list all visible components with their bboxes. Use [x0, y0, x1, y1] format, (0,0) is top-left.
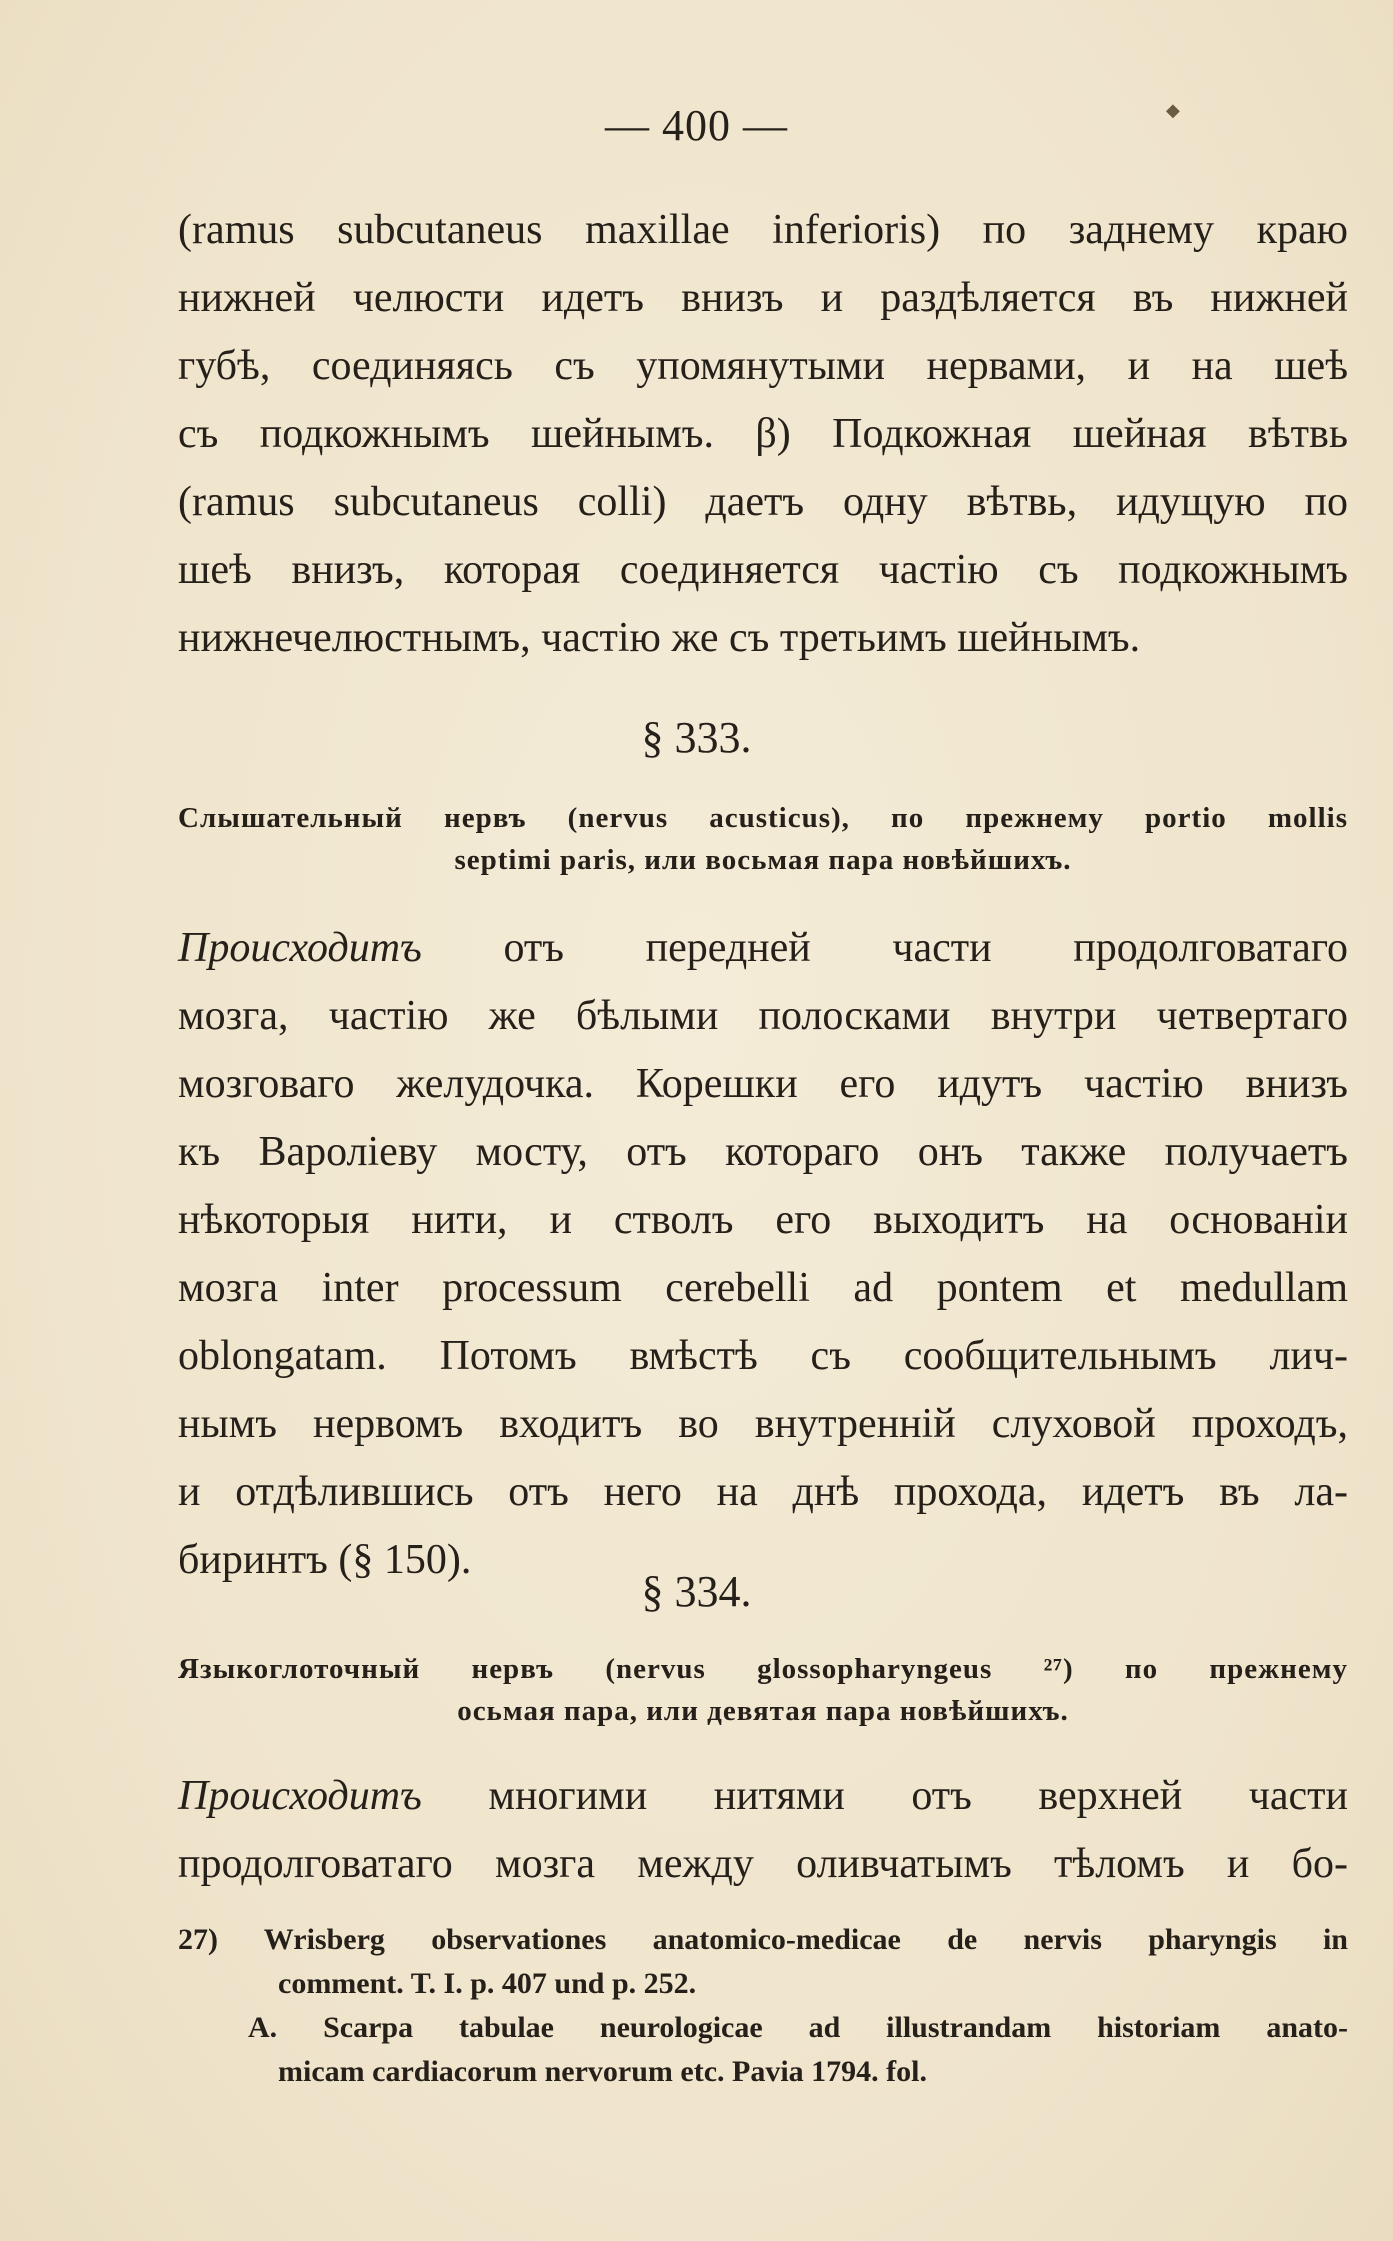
footnote-line: A. Scarpa tabulae neurologicae ad illustrandam historiam anato-	[248, 2011, 1348, 2044]
text-line: нижнечелюстнымъ, частію же съ третьимъ шейнымъ.	[178, 615, 1141, 661]
text-line: oblongatam. Потомъ вмѣстѣ съ сообщительнымъ лич-	[178, 1333, 1348, 1379]
text-line	[178, 1762, 1348, 1830]
footnote-line: micam cardiacorum nervorum etc. Pavia 1794. fol.	[278, 2055, 927, 2088]
text-line: нѣкоторыя нити, и стволъ его выходитъ на основаніи	[178, 1197, 1348, 1243]
heading-line: septimi paris, или восьмая пара новѣйшихъ.	[454, 844, 1072, 876]
section-number-333: § 333.	[641, 713, 752, 762]
lead-word: Происходитъ	[178, 925, 422, 971]
paragraph-acusticus	[178, 914, 1348, 1594]
paragraph-glossopharyngeus	[178, 1762, 1348, 1898]
text-line	[178, 914, 1348, 982]
text-line: биринтъ (§ 150).	[178, 1537, 472, 1583]
text-segment: отъ передней части продолговатаго	[503, 925, 1349, 971]
text-line: и отдѣлившись отъ него на днѣ прохода, идетъ въ ла-	[178, 1469, 1348, 1515]
section-heading-334	[178, 1648, 1348, 1732]
heading-line: осьмая пара, или девятая пара новѣйшихъ.	[457, 1695, 1069, 1727]
heading-line: Языкоглоточный нервъ (nervus glossopharyngeus ²⁷) по прежнему	[178, 1653, 1348, 1685]
footnote-line: comment. T. I. p. 407 und p. 252.	[278, 1967, 697, 2000]
ink-speck: ◆	[1166, 100, 1180, 120]
lead-word: Происходитъ	[178, 1773, 422, 1819]
text-line: нымъ нервомъ входитъ во внутренній слуховой проходъ,	[178, 1401, 1348, 1447]
page-number: — 400 —	[605, 101, 788, 150]
text-line: мозга inter processum cerebelli ad pontem et medullam	[178, 1265, 1348, 1311]
section-heading-333	[178, 797, 1348, 881]
text-line: съ подкожнымъ шейнымъ. β) Подкожная шейная вѣтвь	[178, 411, 1348, 457]
text-segment: многими нитями отъ верхней части	[488, 1773, 1348, 1819]
text-line: (ramus subcutaneus colli) даетъ одну вѣтвь, идущую по	[178, 479, 1348, 525]
text-line: шеѣ внизъ, которая соединяется частію съ подкожнымъ	[178, 547, 1348, 593]
section-number-334: § 334.	[641, 1567, 752, 1616]
footnote-line: 27) Wrisberg observationes anatomico-medicae de nervis pharyngis in	[178, 1923, 1348, 1956]
heading-line: Слышательный нервъ (nervus acusticus), по прежнему portio mollis	[178, 802, 1348, 834]
text-line: мозга, частію же бѣлыми полосками внутри четвертаго	[178, 993, 1348, 1039]
footnotes	[178, 1918, 1348, 2094]
text-line: нижней челюсти идетъ внизъ и раздѣляется въ нижней	[178, 275, 1348, 321]
text-line: продолговатаго мозга между оливчатымъ тѣломъ и бо-	[178, 1841, 1348, 1887]
text-line: къ Вароліеву мосту, отъ котораго онъ также получаетъ	[178, 1129, 1348, 1175]
text-line: губѣ, соединяясь съ упомянутыми нервами, и на шеѣ	[178, 343, 1348, 389]
text-line: мозговаго желудочка. Корешки его идутъ частію внизъ	[178, 1061, 1348, 1107]
paragraph-continuation	[178, 196, 1348, 672]
text-line: (ramus subcutaneus maxillae inferioris) по заднему краю	[178, 207, 1348, 253]
